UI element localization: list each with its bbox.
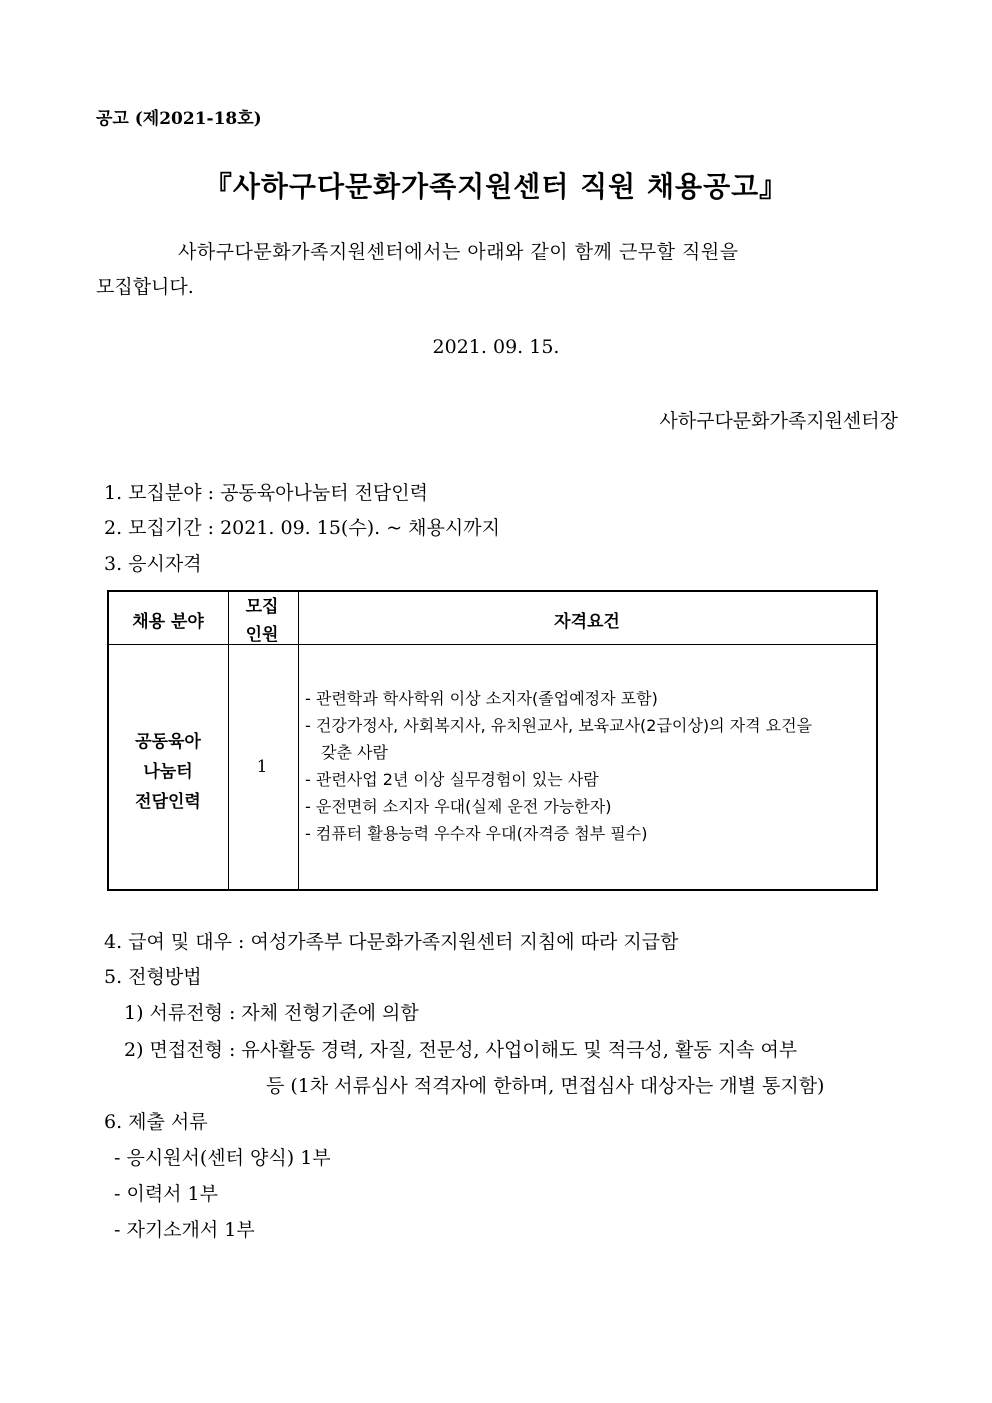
requirement-item: - 컴퓨터 활용능력 우수자 우대(자격증 첨부 필수) — [305, 824, 648, 843]
page-title: 『사하구다문화가족지원센터 직원 채용공고』 — [203, 170, 789, 203]
section-5-selection: 5. 전형방법 — [104, 966, 202, 988]
section-1-field: 1. 모집분야 : 공동육아나눔터 전담인력 — [104, 482, 428, 504]
section-3-qualification: 3. 응시자격 — [104, 553, 202, 575]
selection-document: 1) 서류전형 : 자체 전형기준에 의함 — [124, 1002, 419, 1024]
document-item: - 이력서 1부 — [114, 1183, 219, 1205]
requirement-item: - 관련학과 학사학위 이상 소지자(졸업예정자 포함) — [305, 689, 658, 708]
notice-date: 2021. 09. 15. — [432, 336, 560, 358]
selection-interview-note: 등 (1차 서류심사 적격자에 한하며, 면접심사 대상자는 개별 통지함) — [266, 1075, 825, 1097]
requirement-item: - 관련사업 2년 이상 실무경험이 있는 사람 — [305, 770, 599, 789]
table-divider — [298, 592, 299, 889]
document-item: - 응시원서(센터 양식) 1부 — [114, 1147, 331, 1169]
header-count-line1: 모집 — [245, 597, 279, 617]
intro-line-2: 모집합니다. — [96, 276, 194, 298]
intro-line-1: 사하구다문화가족지원센터에서는 아래와 같이 함께 근무할 직원을 — [178, 241, 739, 263]
header-field: 채용 분야 — [132, 612, 204, 632]
header-count-line2: 인원 — [245, 625, 279, 645]
field-line-2: 나눔터 — [143, 762, 193, 782]
selection-interview: 2) 면접전형 : 유사활동 경력, 자질, 전문성, 사업이해도 및 적극성, 활동 지속 여부 — [124, 1039, 798, 1061]
field-line-1: 공동육아 — [135, 732, 201, 752]
notice-number: 공고 (제2021-18호) — [96, 109, 262, 129]
requirements-list — [305, 685, 812, 847]
requirement-item: - 운전면허 소지자 우대(실제 운전 가능한자) — [305, 797, 612, 816]
section-6-documents: 6. 제출 서류 — [104, 1111, 208, 1133]
table-divider — [109, 644, 876, 645]
header-requirements: 자격요건 — [554, 612, 620, 632]
recruit-count: 1 — [256, 757, 268, 777]
requirement-item: 갖춘 사람 — [321, 743, 388, 762]
issuer: 사하구다문화가족지원센터장 — [659, 410, 898, 432]
section-4-salary: 4. 급여 및 대우 : 여성가족부 다문화가족지원센터 지침에 따라 지급함 — [104, 931, 679, 953]
field-line-3: 전담인력 — [135, 792, 201, 812]
requirement-item: - 건강가정사, 사회복지사, 유치원교사, 보육교사(2급이상)의 자격 요건을 — [305, 716, 812, 735]
document-item: - 자기소개서 1부 — [114, 1219, 255, 1241]
section-2-period: 2. 모집기간 : 2021. 09. 15(수). ~ 채용시까지 — [104, 517, 500, 539]
